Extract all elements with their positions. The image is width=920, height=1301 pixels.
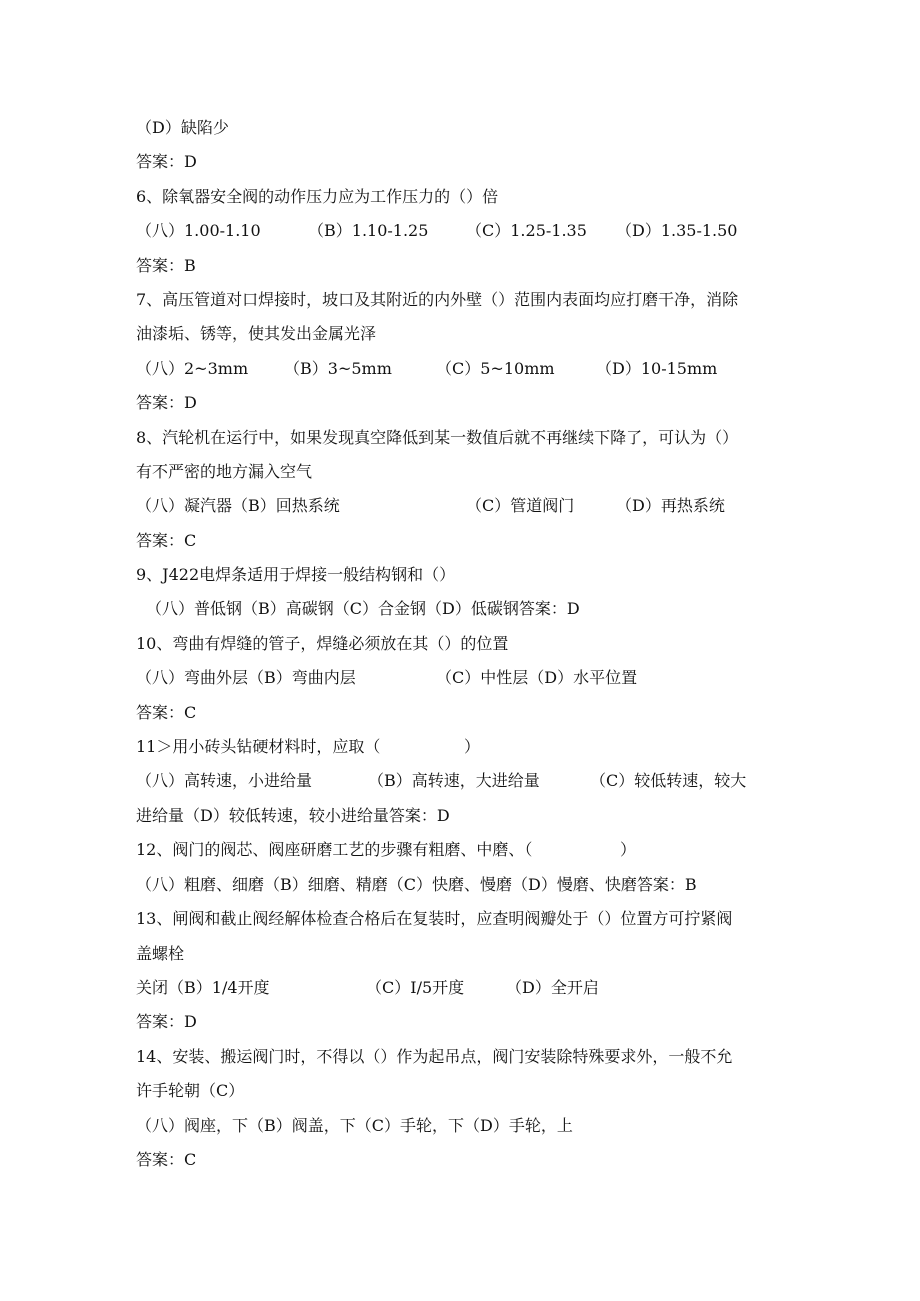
option-d: （D）10-15mm — [596, 359, 718, 378]
question-8: 8、汽轮机在运行中，如果发现真空降低到某一数值后就不再继续下降了，可认为（） — [136, 428, 739, 447]
question-13: 13、闸阀和截止阀经解体检查合格后在复装时，应查明阀瓣处于（）位置方可拧紧阀 — [136, 909, 733, 928]
option-d: （D）全开启 — [506, 978, 599, 997]
option-a: （八）2~3mm — [136, 359, 249, 378]
options-line-q9: （八）普低钢（B）高碳钢（C）合金钢（D）低碳钢答案：D — [146, 599, 580, 618]
option-b: （B）3~5mm — [284, 359, 392, 378]
option-c: （C）1.25-1.35 — [466, 221, 587, 240]
options-line-q12: （八）粗磨、细磨（B）细磨、精磨（C）快磨、慢磨（D）慢磨、快磨答案：B — [136, 875, 697, 894]
question-10: 10、弯曲有焊缝的管子，焊缝必须放在其（）的位置 — [136, 634, 509, 653]
question-7-cont: 油漆垢、锈等，使其发出金属光泽 — [136, 324, 377, 343]
answer-line: 答案：D — [136, 393, 197, 412]
option-a-b: （八）弯曲外层（B）弯曲内层 — [136, 668, 356, 687]
answer-line: 答案：C — [136, 531, 197, 550]
question-14: 14、安装、搬运阀门时，不得以（）作为起吊点，阀门安装除特殊要求外，一般不允 — [136, 1047, 733, 1066]
options-line-q14: （八）阀座，下（B）阀盖，下（C）手轮，下（D）手轮，上 — [136, 1116, 573, 1135]
question-11-text: 11＞用小砖头钻硬材料时，应取（ — [136, 737, 381, 756]
answer-line: 答案：D — [136, 1012, 197, 1031]
option-line: （D）缺陷少 — [136, 118, 229, 137]
answer-line: 答案：C — [136, 1150, 197, 1169]
option-c: （C）I/5开度 — [366, 978, 465, 997]
question-6: 6、除氧器安全阀的动作压力应为工作压力的（）倍 — [136, 187, 499, 206]
option-a: （八）1.00-1.10 — [136, 221, 261, 240]
option-c: （C）管道阀门 — [466, 496, 575, 515]
option-d: （D）1.35-1.50 — [616, 221, 738, 240]
option-b: （B）高转速，大进给量 — [368, 771, 540, 790]
option-c-d: （C）中性层（D）水平位置 — [436, 668, 638, 687]
question-9: 9、J422电焊条适用于焊接一般结构钢和（） — [136, 565, 456, 584]
answer-line: 答案：B — [136, 256, 196, 275]
question-14-cont: 许手轮朝（C） — [136, 1081, 245, 1100]
question-13-cont: 盖螺栓 — [136, 944, 185, 963]
question-12-text: 12、阀门的阀芯、阀座研磨工艺的步骤有粗磨、中磨、（ — [136, 840, 533, 859]
answer-line: 答案：C — [136, 703, 197, 722]
option-c: （C）5~10mm — [436, 359, 555, 378]
answer-line: 答案：D — [136, 152, 197, 171]
option-a-b: （八）凝汽器（B）回热系统 — [136, 496, 340, 515]
option-d: （D）再热系统 — [616, 496, 725, 515]
question-8-cont: 有不严密的地方漏入空气 — [136, 462, 313, 481]
options-line-q11-cont: 进给量（D）较低转速，较小进给量答案：D — [136, 806, 450, 825]
option-b: （B）1.10-1.25 — [308, 221, 429, 240]
question-7: 7、高压管道对口焊接时，坡口及其附近的内外壁（）范围内表面均应打磨干净，消除 — [136, 290, 739, 309]
option-a-b: 关闭（B）1/4开度 — [136, 978, 270, 997]
option-c: （C）较低转速，较大 — [590, 771, 747, 790]
question-11-close: ） — [464, 737, 481, 756]
question-12-close: ） — [620, 840, 637, 859]
option-a: （八）高转速，小进给量 — [136, 771, 313, 790]
